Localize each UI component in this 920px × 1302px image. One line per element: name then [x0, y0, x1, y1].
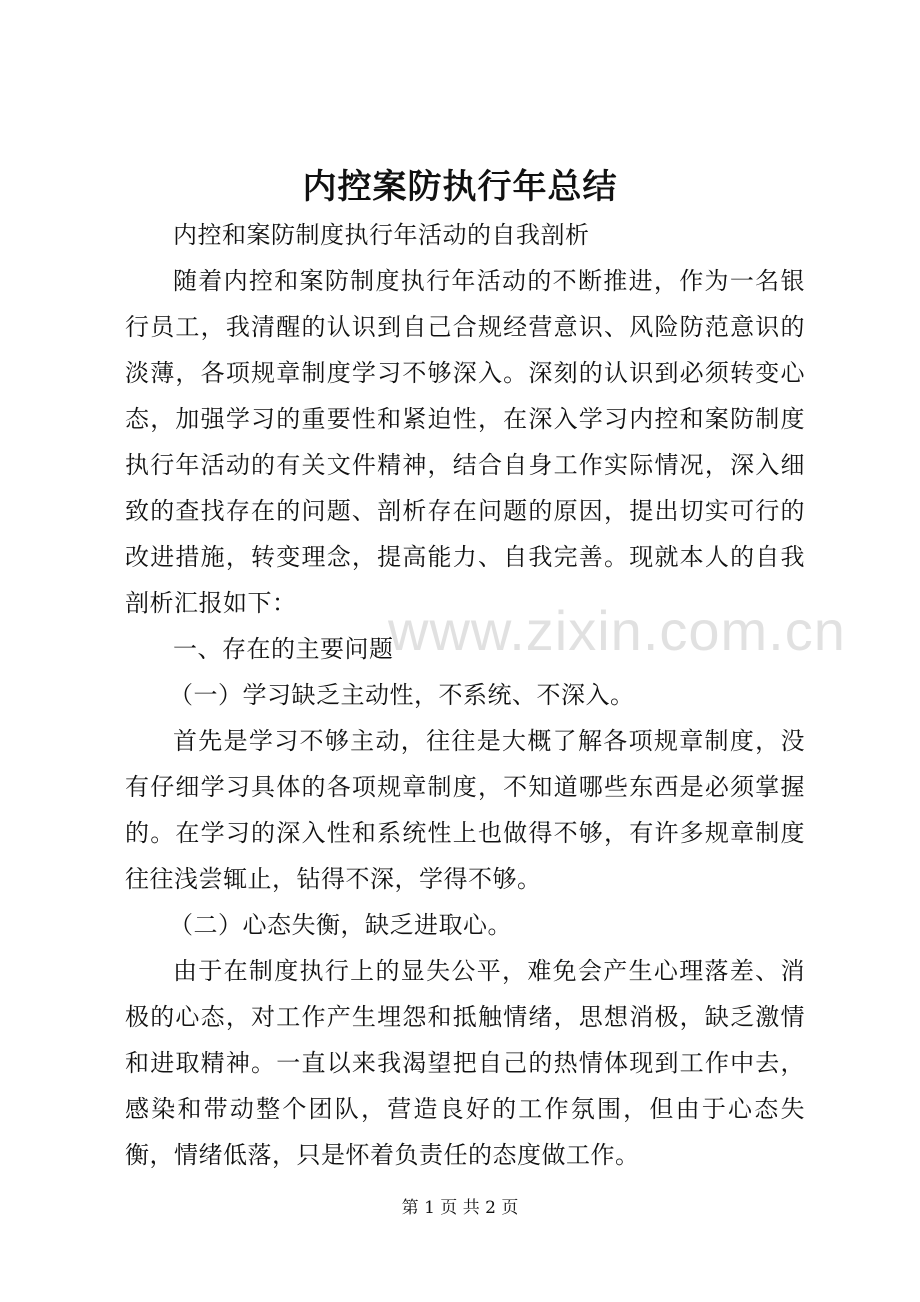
page-footer: 第 1 页 共 2 页: [401, 1198, 519, 1218]
site-watermark: www.zixin.com.cn: [388, 599, 846, 662]
section-heading-main-problems: 一、存在的主要问题: [173, 635, 394, 663]
paragraph-subtitle: 内控和案防制度执行年活动的自我剖析: [173, 221, 590, 249]
document-title: 内控案防执行年总结: [302, 167, 618, 207]
subsection-heading-2: （二）心态失衡，缺乏进取心。: [169, 911, 512, 939]
paragraph-mindset: 由于在制度执行上的显失公平，难免会产生心理落差、消极的心态，对工作产生埋怨和抵触情绪，思想消极，缺乏激情和进取精神。一直以来我渴望把自己的热情体现到工作中去，感染和带动整个团队，营造良好的工作氛围，但由于心态失衡，情绪低落，只是怀着负责任的态度做工作。: [125, 957, 805, 1169]
paragraph-intro: 随着内控和案防制度执行年活动的不断推进，作为一名银行员工，我清醒的认识到自己合规经营意识、风险防范意识的淡薄，各项规章制度学习不够深入。深刻的认识到必须转变心态，加强学习的重要性和紧迫性，在深入学习内控和案防制度执行年活动的有关文件精神，结合自身工作实际情况，深入细致的查找存在的问题、剖析存在问题的原因，提出切实可行的改进措施，转变理念，提高能力、自我完善。现就本人的自我剖析汇报如下：: [125, 267, 805, 617]
paragraph-learning: 首先是学习不够主动，往往是大概了解各项规章制度，没有仔细学习具体的各项规章制度，不知道哪些东西是必须掌握的。在学习的深入性和系统性上也做得不够，有许多规章制度往往浅尝辄止，钻得不深，学得不够。: [125, 727, 805, 893]
subsection-heading-1: （一）学习缺乏主动性，不系统、不深入。: [169, 681, 635, 709]
document-body: [125, 212, 805, 1178]
